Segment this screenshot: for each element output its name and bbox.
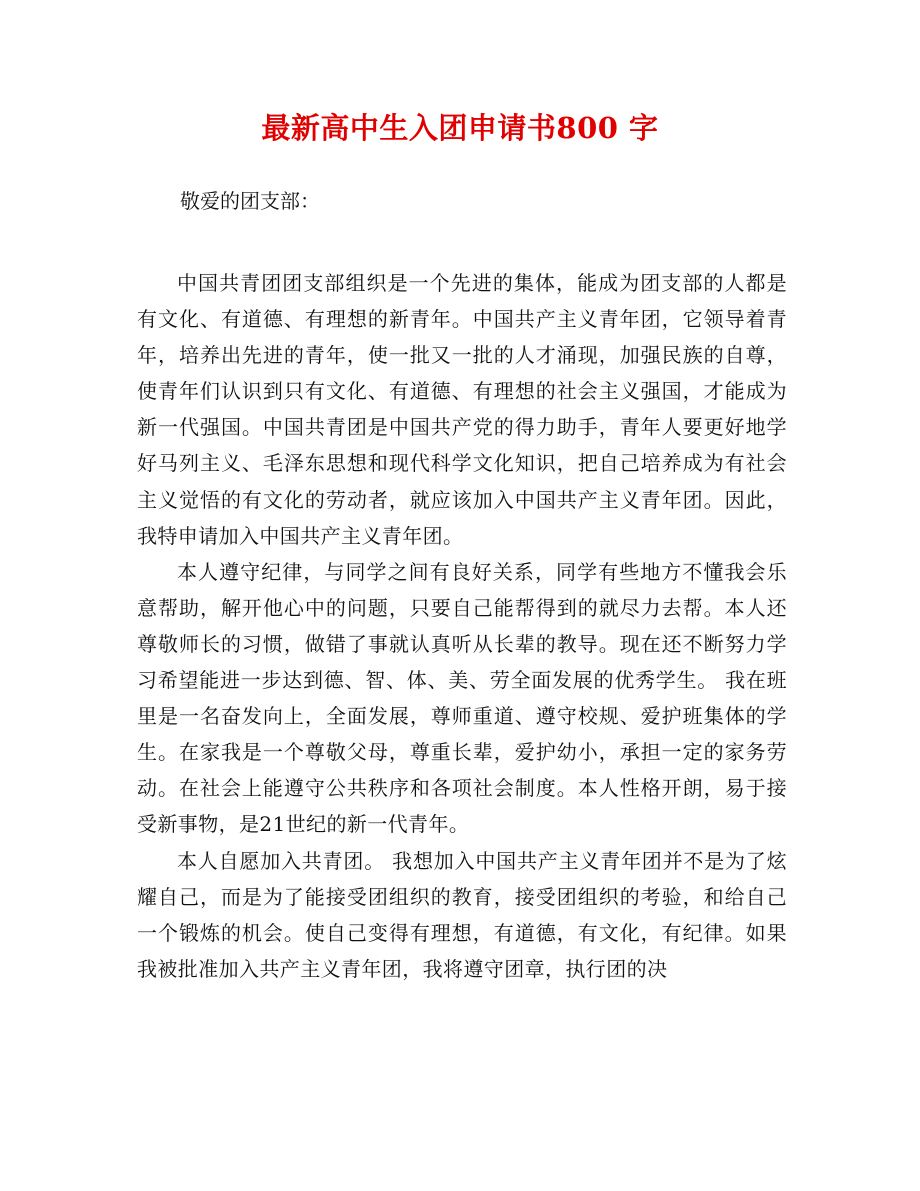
paragraph-1: 中国共青团团支部组织是一个先进的集体，能成为团支部的人都是有文化、有道德、有理想的新青年。中国共产主义青年团，它领导着青年，培养出先进的青年，使一批又一批的人才涌现，加强民族的自尊，使青年们认识到只有文化、有道德、有理想的社会主义强国，才能成为新一代强国。中国共青团是中国共产党的得力助手，青年人要更好地学好马列主义、毛泽东思想和现代科学文化知识，把自己培养成为有社会主义觉悟的有文化的劳动者，就应该加入中国共产主义青年团。因此，我特申请加入中国共产主义青年团。 bbox=[137, 271, 787, 548]
document-body bbox=[137, 265, 787, 987]
salutation: 敬爱的团支部： bbox=[180, 189, 320, 213]
document-title: 最新高中生入团申请书800 字 bbox=[261, 111, 659, 145]
paragraph-2: 本人遵守纪律，与同学之间有良好关系，同学有些地方不懂我会乐意帮助，解开他心中的问题，只要自己能帮得到的就尽力去帮。本人还尊敬师长的习惯，做错了事就认真听从长辈的教导。现在还不断努力学习希望能进一步达到德、智、体、美、劳全面发展的优秀学生。 我在班里是一名奋发向上，全面发展，尊师重道、遵守校规、爱护班集体的学生。在家我是一个尊敬父母，尊重长辈，爱护幼小，承担一定的家务劳动。在社会上能遵守公共秩序和各项社会制度。本人性格开朗，易于接受新事物，是21世纪的新一代青年。 bbox=[137, 559, 787, 837]
paragraph-3: 本人自愿加入共青团。 我想加入中国共产主义青年团并不是为了炫耀自己，而是为了能接受团组织的教育，接受团组织的考验，和给自己一个锻炼的机会。使自己变得有理想，有道德，有文化，有纪律。如果我被批准加入共产主义青年团，我将遵守团章，执行团的决 bbox=[137, 848, 787, 981]
